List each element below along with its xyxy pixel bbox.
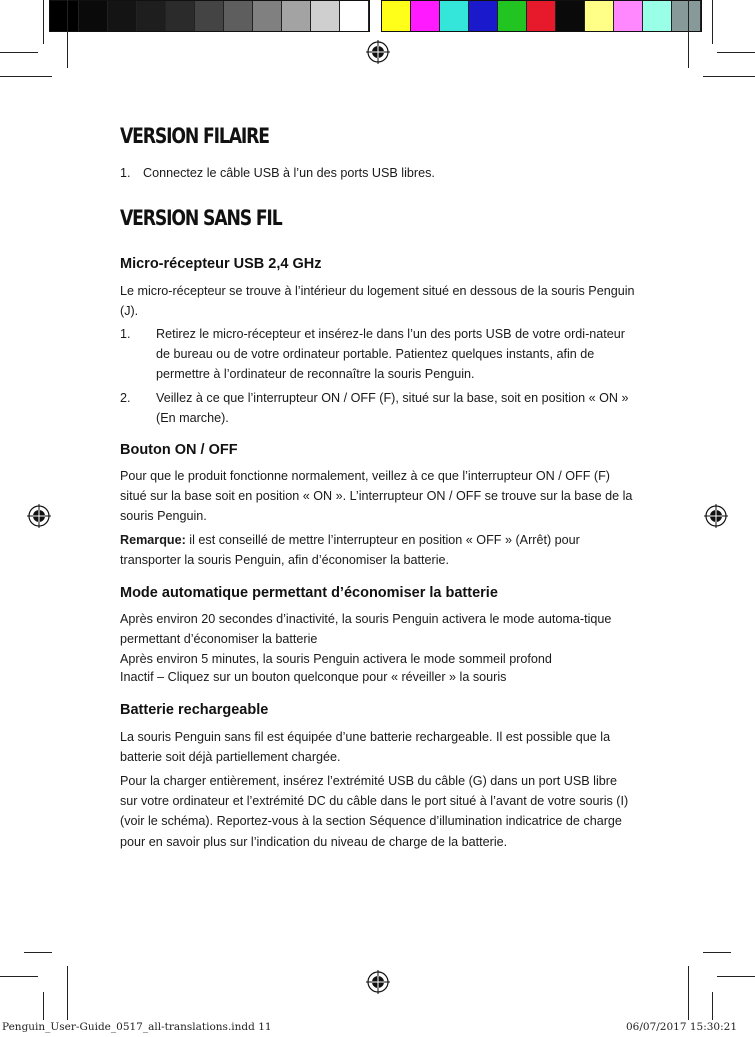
- list-number: 1.: [120, 166, 131, 180]
- color-swatch: [382, 1, 411, 31]
- crop-mark: [24, 952, 52, 953]
- crop-mark: [688, 966, 689, 1020]
- battery-heading: Batterie rechargeable: [120, 702, 269, 718]
- crop-mark: [67, 966, 68, 1020]
- crop-mark: [24, 76, 52, 77]
- wireless-version-title: VERSION SANS FIL: [120, 206, 282, 230]
- crop-mark: [712, 992, 713, 1020]
- registration-mark-icon: [366, 40, 390, 64]
- color-swatch: [253, 1, 282, 31]
- color-swatch: [166, 1, 195, 31]
- onoff-text: Pour que le produit fonctionne normalement, veillez à ce que l’interrupteur ON / OFF (F) situé sur la base soit en position « ON ». L’interrupteur ON / OFF se trouve sur la base de la souris Penguin.: [120, 469, 633, 524]
- footer-datetime: 06/07/2017 15:30:21: [626, 1021, 738, 1033]
- remark-label: Remarque:: [120, 533, 186, 547]
- receiver-intro: Le micro-récepteur se trouve à l’intérieur du logement situé en dessous de la souris Penguin (J).: [120, 284, 635, 319]
- registration-mark-icon: [704, 504, 728, 528]
- color-swatch: [527, 1, 556, 31]
- color-bar-cmyk: [381, 0, 702, 32]
- color-swatch: [79, 1, 108, 31]
- color-swatch: [50, 1, 79, 31]
- battery-text-2: Pour la charger entièrement, insérez l’extrémité USB du câble (G) dans un port USB libre sur votre ordinateur et l’extrémité DC du câble dans le port situé à l’avant de votre souris (I) (voir le schéma). Reportez-vous à la section Séquence d’illumination indicatrice de charge pour en savoir plus sur l’indication du niveau de charge de la batterie.: [120, 774, 629, 849]
- crop-mark: [703, 952, 731, 953]
- eco-line-1: Après environ 20 secondes d’inactivité, la souris Penguin activera le mode automa-tique permettant d’économiser la batterie: [120, 612, 612, 647]
- color-swatch: [311, 1, 340, 31]
- color-bar-grayscale: [49, 0, 370, 32]
- list-number: 2.: [120, 391, 131, 405]
- color-swatch: [340, 1, 369, 31]
- eco-mode-heading: Mode automatique permettant d’économiser la batterie: [120, 585, 498, 601]
- color-swatch: [440, 1, 469, 31]
- color-swatch: [137, 1, 166, 31]
- crop-mark: [0, 52, 38, 53]
- remark-text: il est conseillé de mettre l’interrupteur en position « OFF » (Arrêt) pour transporter la souris Penguin, afin d’économiser la batterie.: [120, 533, 580, 568]
- color-swatch: [643, 1, 672, 31]
- color-swatch: [195, 1, 224, 31]
- color-swatch: [469, 1, 498, 31]
- registration-mark-icon: [366, 970, 390, 994]
- onoff-heading: Bouton ON / OFF: [120, 442, 238, 458]
- color-swatch: [411, 1, 440, 31]
- list-text: Retirez le micro-récepteur et insérez-le dans l’un des ports USB de votre ordi-nateur de bureau ou de votre ordinateur portable. Patientez quelques instants, afin de permettre à l’ordinateur de reconnaître la souris Penguin.: [156, 327, 625, 382]
- color-swatch: [108, 1, 137, 31]
- color-swatch: [498, 1, 527, 31]
- crop-mark: [0, 976, 38, 977]
- crop-mark: [703, 76, 755, 77]
- color-swatch: [224, 1, 253, 31]
- color-swatch: [614, 1, 643, 31]
- footer-filename: Penguin_User-Guide_0517_all-translations.indd 11: [2, 1021, 272, 1033]
- eco-line-2: Après environ 5 minutes, la souris Penguin activera le mode sommeil profond: [120, 652, 552, 666]
- color-swatch: [282, 1, 311, 31]
- crop-mark: [43, 992, 44, 1020]
- crop-mark: [712, 0, 713, 44]
- list-text: Connectez le câble USB à l’un des ports USB libres.: [143, 166, 435, 180]
- list-text: Veillez à ce que l’interrupteur ON / OFF (F), situé sur la base, soit en position « ON » (En marche).: [156, 391, 629, 426]
- crop-mark: [67, 0, 68, 68]
- receiver-heading: Micro-récepteur USB 2,4 GHz: [120, 256, 322, 272]
- list-number: 1.: [120, 327, 131, 341]
- remark-paragraph: [120, 530, 636, 570]
- color-swatch: [672, 1, 701, 31]
- color-swatch: [556, 1, 585, 31]
- crop-mark: [717, 52, 755, 53]
- wired-version-title: VERSION FILAIRE: [120, 124, 269, 148]
- crop-mark: [717, 976, 755, 977]
- battery-text-1: La souris Penguin sans fil est équipée d’une batterie rechargeable. Il est possible que la batterie soit déjà partiellement chargée.: [120, 730, 611, 765]
- crop-mark: [43, 0, 44, 44]
- registration-mark-icon: [27, 504, 51, 528]
- crop-mark: [688, 0, 689, 68]
- color-swatch: [585, 1, 614, 31]
- eco-line-3: Inactif – Cliquez sur un bouton quelconque pour « réveiller » la souris: [120, 670, 507, 684]
